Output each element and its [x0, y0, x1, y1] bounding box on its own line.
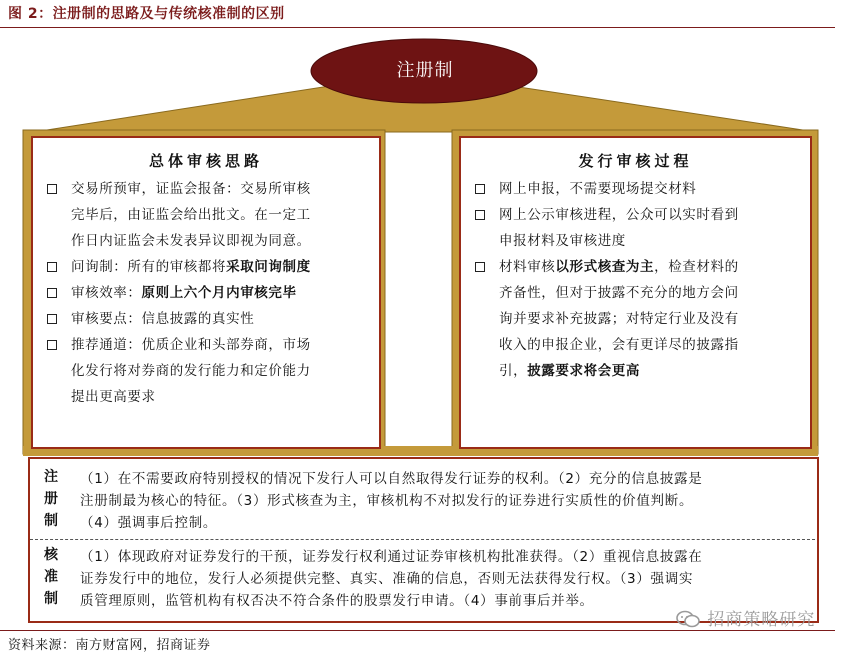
registration-label: 注 册 制 [44, 469, 58, 529]
list-item: 网上申报，不需要现场提交材料 [475, 176, 800, 202]
checkbox-bullet-icon [475, 262, 485, 272]
list-item: 审核要点：信息披露的真实性 [47, 306, 369, 332]
overall-review-panel [31, 136, 381, 449]
checkbox-bullet-icon [47, 288, 57, 298]
list-item: 推荐通道：优质企业和头部券商，市场 化发行将对券商的发行能力和定价能力 提出更高要求 [47, 332, 369, 410]
source-rule [0, 630, 835, 631]
list-item: 问询制：所有的审核都将采取问询制度 [47, 254, 369, 280]
comparison-divider [30, 539, 815, 540]
list-item: 网上公示审核进程，公众可以实时看到 申报材料及审核进度 [475, 202, 800, 254]
checkbox-bullet-icon [47, 184, 57, 194]
overall-review-list [33, 176, 379, 410]
issuance-process-list [461, 176, 810, 384]
registration-description: （1）在不需要政府特别授权的情况下发行人可以自然取得发行证券的权利。（2）充分的信息披露是 注册制最为核心的特征。（3）形式核查为主，审核机构不对拟发行的证券进行实质性的价值判断。 （4）强调事后控制。 [80, 471, 703, 531]
checkbox-bullet-icon [475, 184, 485, 194]
list-item: 交易所预审，证监会报备：交易所审核 完毕后，由证监会给出批文。在一定工 作日内证监会未发表异议即视为同意。 [47, 176, 369, 254]
source-note: 资料来源：南方财富网，招商证券 [8, 638, 211, 653]
list-item: 审核效率：原则上六个月内审核完毕 [47, 280, 369, 306]
watermark: 招商策略研究 [675, 608, 815, 632]
overall-review-heading: 总体审核思路 [148, 152, 263, 170]
list-item: 材料审核以形式核查为主，检查材料的 齐备性，但对于披露不充分的地方会问 询并要求补充披露；对特定行业及没有 收入的申报企业，会有更详尽的披露指 引，披露要求将会更高 [475, 254, 800, 384]
checkbox-bullet-icon [47, 314, 57, 324]
approval-description: （1）体现政府对证券发行的干预，证券发行权利通过证券审核机构批准获得。（2）重视信息披露在 证券发行中的地位，发行人必须提供完整、真实、准确的信息，否则无法获得发行权。（3）强调实 质管理原则，监管机构有权否决不符合条件的股票发行申请。（4）事前事后并举。 [80, 549, 703, 609]
wechat-icon [675, 610, 701, 628]
approval-label: 核 准 制 [44, 547, 58, 607]
checkbox-bullet-icon [475, 210, 485, 220]
figure-title: 图 2：注册制的思路及与传统核准制的区别 [8, 6, 285, 22]
issuance-process-heading: 发行审核过程 [578, 152, 693, 170]
registration-ellipse-label: 注册制 [396, 60, 454, 81]
issuance-process-panel [459, 136, 812, 449]
checkbox-bullet-icon [47, 262, 57, 272]
checkbox-bullet-icon [47, 340, 57, 350]
